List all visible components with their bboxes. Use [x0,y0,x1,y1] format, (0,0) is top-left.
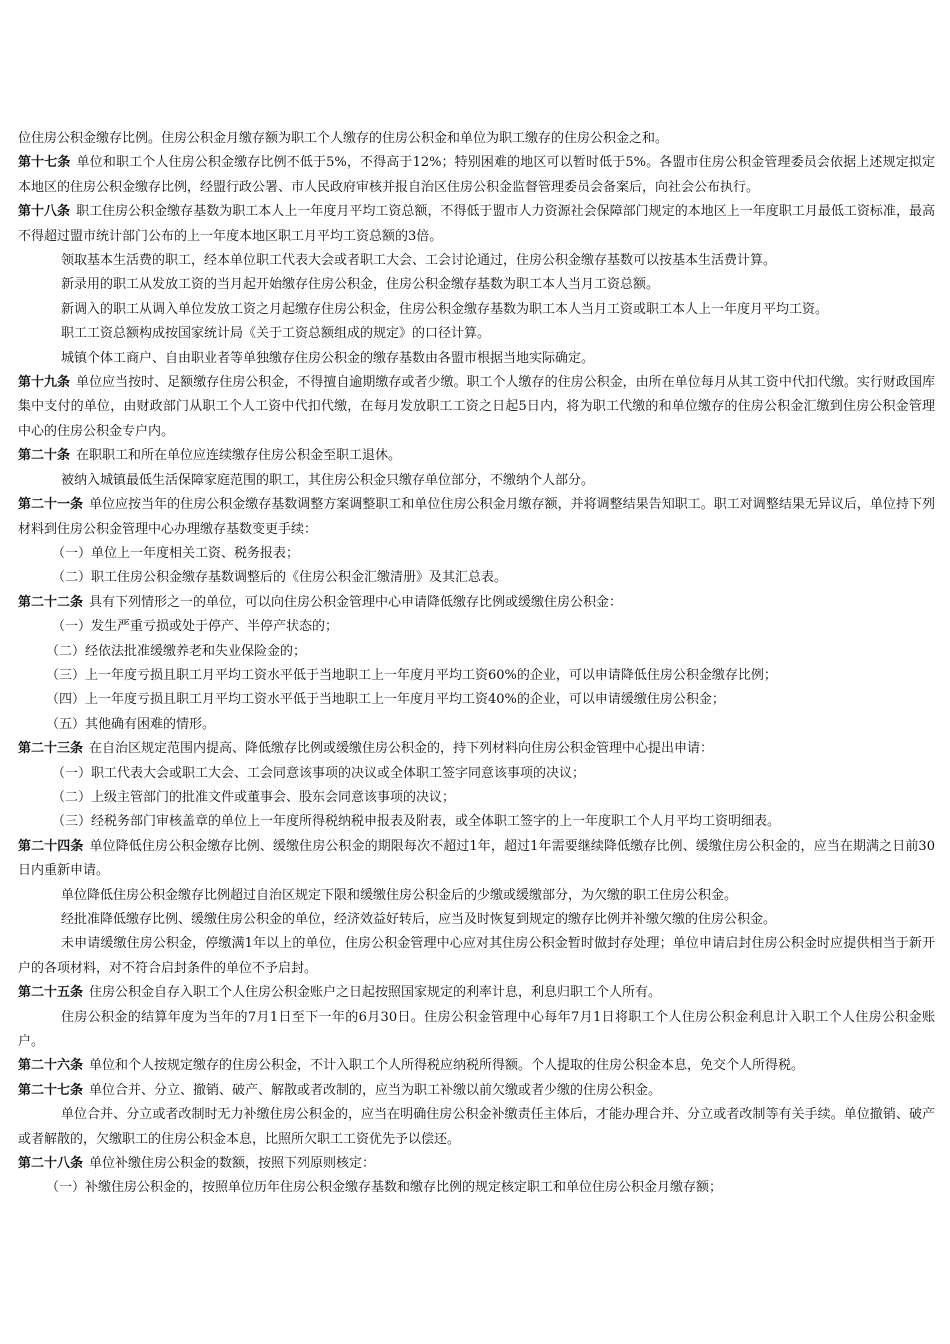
paragraph-text: 城镇个体工商户、自由职业者等单独缴存住房公积金的缴存基数由各盟市根据当地实际确定。 [61,350,595,366]
article-number: 第十九条 [18,375,71,391]
body-paragraph [18,688,935,712]
paragraph-text: 未申请缓缴住房公积金，停缴满1年以上的单位，住房公积金管理中心应对其住房公积金暂时做封存处理；单位申请启封住房公积金时应提供相当于新开户的各项材料，对不符合启封条件的单位不予启封。 [18,936,935,976]
paragraph-text: （二）经依法批准缓缴养老和失业保险金的； [46,643,307,659]
article-paragraph [18,1079,935,1103]
paragraph-text: 单位应按当年的住房公积金缴存基数调整方案调整职工和单位住房公积金月缴存额，并将调整结果告知职工。职工对调整结果无异议后，单位持下列材料到住房公积金管理中心办理缴存基数变更手续： [18,497,935,537]
article-paragraph [18,591,935,615]
body-paragraph [18,347,935,371]
body-paragraph [18,127,935,151]
article-paragraph [18,444,935,468]
article-number: 第二十七条 [18,1082,84,1098]
paragraph-text: （二）上级主管部门的批准文件或董事会、股东会同意该事项的决议； [52,789,456,805]
article-number: 第二十三条 [18,741,84,757]
body-paragraph [18,1176,935,1200]
body-paragraph [18,298,935,322]
body-paragraph [18,322,935,346]
paragraph-text: 领取基本生活费的职工，经本单位职工代表大会或者职工大会、工会讨论通过，住房公积金缴存基数可以按基本生活费计算。 [61,253,777,269]
body-paragraph [18,664,935,688]
paragraph-text: 位住房公积金缴存比例。住房公积金月缴存额为职工个人缴存的住房公积金和单位为职工缴存的住房公积金之和。 [18,131,669,146]
paragraph-text: （一）补缴住房公积金的，按照单位历年住房公积金缴存基数和缴存比例的规定核定职工和单位住房公积金月缴存额； [46,1180,723,1196]
body-paragraph [18,762,935,786]
paragraph-text: 单位降低住房公积金缴存比例超过自治区规定下限和缓缴住房公积金后的少缴或缓缴部分，为欠缴的职工住房公积金。 [61,887,738,903]
article-number: 第十八条 [18,204,71,220]
article-paragraph [18,835,935,884]
body-paragraph [18,810,935,834]
body-paragraph [18,1103,935,1152]
paragraph-text: 具有下列情形之一的单位，可以向住房公积金管理中心申请降低缴存比例或缓缴住房公积金： [89,594,623,610]
article-paragraph [18,737,935,761]
article-number: 第二十六条 [18,1058,84,1074]
body-paragraph [18,542,935,566]
paragraph-text: 职工住房公积金缴存基数为职工本人上一年度月平均工资总额，不得低于盟市人力资源社会保障部门规定的本地区上一年度职工月最低工资标准，最高不得超过盟市统计部门公布的上一年度本地区职工月平均工资总额的3倍。 [18,204,935,244]
body-paragraph [18,273,935,297]
paragraph-text: （一）职工代表大会或职工大会、工会同意该事项的决议或全体职工签字同意该事项的决议； [52,765,586,781]
paragraph-text: 单位应当按时、足额缴存住房公积金，不得擅自逾期缴存或者少缴。职工个人缴存的住房公积金，由所在单位每月从其工资中代扣代缴。实行财政国库集中支付的单位，由财政部门从职工个人工资中代扣代缴，在每月发放职工工资之日起5日内，将为职工代缴的和单位缴存的住房公积金汇缴到住房公积金管理中心的住房公积金专户内。 [18,375,935,439]
body-paragraph [18,1006,935,1055]
body-paragraph [18,786,935,810]
body-paragraph [18,884,935,908]
paragraph-text: （三）上一年度亏损且职工月平均工资水平低于当地职工上一年度月平均工资60%的企业，可以申请降低住房公积金缴存比例； [46,667,777,683]
article-paragraph [18,371,935,444]
paragraph-text: 在自治区规定范围内提高、降低缴存比例或缓缴住房公积金的，持下列材料向住房公积金管理中心提出申请： [89,741,714,757]
paragraph-text: 新调入的职工从调入单位发放工资之月起缴存住房公积金，住房公积金缴存基数为职工本人当月工资或职工本人上一年度月平均工资。 [61,301,829,317]
body-paragraph [18,932,935,981]
paragraph-text: （二）职工住房公积金缴存基数调整后的《住房公积金汇缴清册》及其汇总表。 [52,570,508,586]
article-number: 第二十八条 [18,1156,84,1172]
body-paragraph [18,469,935,493]
paragraph-text: 单位和职工个人住房公积金缴存比例不低于5%，不得高于12%；特别困难的地区可以暂时低于5%。各盟市住房公积金管理委员会依据上述规定拟定本地区的住房公积金缴存比例，经盟行政公署、市人民政府审核并报自治区住房公积金监督管理委员会备案后，向社会公布执行。 [18,155,935,195]
paragraph-text: 职工工资总额构成按国家统计局《关于工资总额组成的规定》的口径计算。 [61,326,491,342]
body-paragraph [18,908,935,932]
article-number: 第二十四条 [18,838,84,854]
body-paragraph [18,713,935,737]
article-number: 第二十五条 [18,985,84,1001]
paragraph-text: 单位降低住房公积金缴存比例、缓缴住房公积金的期限每次不超过1年，超过1年需要继续降低缴存比例、缓缴住房公积金的，应当在期满之日前30日内重新申请。 [18,838,935,879]
body-paragraph [18,249,935,273]
article-paragraph [18,981,935,1005]
paragraph-text: 单位合并、分立、撤销、破产、解散或者改制的，应当为职工补缴以前欠缴或者少缴的住房公积金。 [89,1082,662,1098]
body-paragraph [18,640,935,664]
article-paragraph [18,493,935,542]
paragraph-text: 新录用的职工从发放工资的当月起开始缴存住房公积金，住房公积金缴存基数为职工本人当月工资总额。 [61,277,660,293]
body-paragraph [18,566,935,590]
paragraph-text: 被纳入城镇最低生活保障家庭范围的职工，其住房公积金只缴存单位部分，不缴纳个人部分。 [61,472,595,488]
paragraph-text: （四）上一年度亏损且职工月平均工资水平低于当地职工上一年度月平均工资40%的企业，可以申请缓缴住房公积金； [46,692,725,708]
paragraph-text: （一）单位上一年度相关工资、税务报表； [52,545,300,561]
paragraph-text: 在职职工和所在单位应连续缴存住房公积金至职工退休。 [76,448,402,464]
paragraph-text: 单位补缴住房公积金的数额，按照下列原则核定： [89,1156,376,1172]
article-paragraph [18,200,935,249]
article-number: 第二十二条 [18,594,84,610]
paragraph-text: 经批准降低缴存比例、缓缴住房公积金的单位，经济效益好转后，应当及时恢复到规定的缴存比例并补缴欠缴的住房公积金。 [61,912,777,927]
paragraph-text: 单位和个人按规定缴存的住房公积金，不计入职工个人所得税应纳税所得额。个人提取的住房公积金本息，免交个人所得税。 [89,1058,805,1074]
article-number: 第二十条 [18,448,71,464]
paragraph-text: 单位合并、分立或者改制时无力补缴住房公积金的，应当在明确住房公积金补缴责任主体后，才能办理合并、分立或者改制等有关手续。单位撤销、破产或者解散的，欠缴职工的住房公积金本息，比照所欠职工工资优先予以偿还。 [18,1107,935,1147]
body-paragraph [18,615,935,639]
paragraph-text: （一）发生严重亏损或处于停产、半停产状态的； [52,619,339,635]
article-paragraph [18,1054,935,1078]
paragraph-text: 住房公积金的结算年度为当年的7月1日至下一年的6月30日。住房公积金管理中心每年7月1日将职工个人住房公积金利息计入职工个人住房公积金账户。 [18,1009,935,1050]
paragraph-text: （三）经税务部门审核盖章的单位上一年度所得税纳税申报表及附表，或全体职工签字的上一年度职工个人月平均工资明细表。 [52,814,781,830]
article-number: 第二十一条 [18,497,84,513]
paragraph-text: 住房公积金自存入职工个人住房公积金账户之日起按照国家规定的利率计息，利息归职工个人所有。 [89,985,662,1001]
article-paragraph [18,151,935,200]
paragraph-text: （五）其他确有困难的情形。 [46,716,216,732]
article-paragraph [18,1152,935,1176]
article-number: 第十七条 [18,155,71,171]
